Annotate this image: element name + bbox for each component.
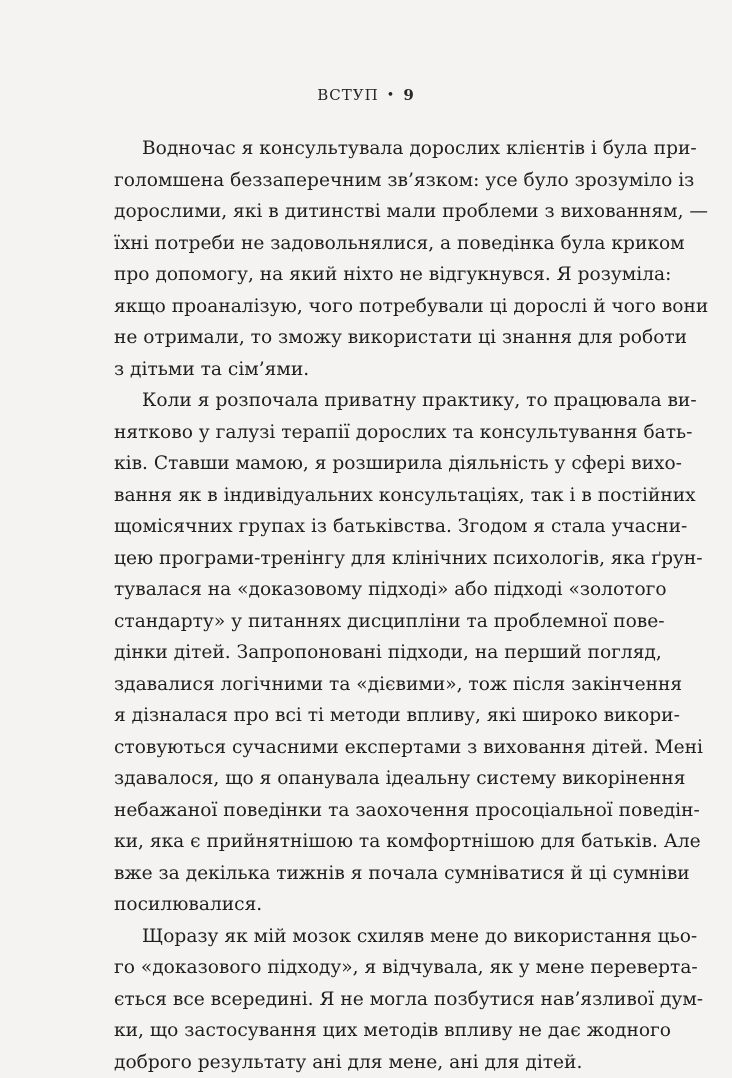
text-line: здавалося, що я опанувала ідеальну систему викорінення [114,763,614,795]
text-line: доброго результату ані для мене, ані для дітей. [114,1047,614,1078]
page-number: 9 [403,86,414,104]
text-line: Коли я розпочала приватну практику, то працювала ви- [114,385,614,417]
text-line: голомшена беззаперечним зв’язком: усе було зрозуміло із [114,165,614,197]
text-line: вання як в індивідуальних консультаціях, так і в постійних [114,480,614,512]
text-line: про допомогу, на який ніхто не відгукнувся. Я розуміла: [114,259,614,291]
text-line: нятково у галузі терапії дорослих та консультування бать- [114,417,614,449]
text-line: ється все всередині. Я не могла позбутися нав’язливої дум- [114,984,614,1016]
section-title: ВСТУП [317,86,378,104]
text-line: я дізналася про всі ті методи впливу, які широко викори- [114,700,614,732]
text-line: го «доказового підходу», я відчувала, як у мене переверта- [114,952,614,984]
text-line: ки, яка є прийнятнішою та комфортнішою для батьків. Але [114,826,614,858]
text-line: здавалися логічними та «дієвими», тож після закінчення [114,669,614,701]
text-line: цею програми-тренінгу для клінічних психологів, яка ґрун- [114,543,614,575]
text-line: щомісячних групах із батьківства. Згодом я стала учасни- [114,511,614,543]
text-line: ки, що застосування цих методів впливу не дає жодного [114,1015,614,1047]
text-line: посилювалися. [114,889,614,921]
text-line: тувалася на «доказовому підході» або підході «золотого [114,574,614,606]
text-line: дінки дітей. Запропоновані підходи, на перший погляд, [114,637,614,669]
text-line: з дітьми та сім’ями. [114,354,614,386]
text-line: стандарту» у питаннях дисципліни та проблемної пове- [114,606,614,638]
body-text [114,133,614,1078]
text-line: небажаної поведінки та заохочення просоціальної поведін- [114,795,614,827]
text-line: їхні потреби не задовольнялися, а поведінка була криком [114,228,614,260]
text-line: Водночас я консультувала дорослих клієнтів і була при- [114,133,614,165]
text-line: стовуються сучасними експертами з виховання дітей. Мені [114,732,614,764]
text-line: Щоразу як мій мозок схиляв мене до використання цьо- [114,921,614,953]
text-line: ків. Ставши мамою, я розширила діяльність у сфері вихо- [114,448,614,480]
running-head [0,86,732,104]
text-line: якщо проаналізую, чого потребували ці дорослі й чого вони [114,291,614,323]
text-line: не отримали, то зможу використати ці знання для роботи [114,322,614,354]
bullet-separator: • [387,88,396,103]
paragraph [114,133,614,385]
paragraph [114,385,614,921]
text-line: вже за декілька тижнів я почала сумніватися й ці сумніви [114,858,614,890]
paragraph [114,921,614,1078]
text-line: дорослими, які в дитинстві мали проблеми з вихованням, — [114,196,614,228]
